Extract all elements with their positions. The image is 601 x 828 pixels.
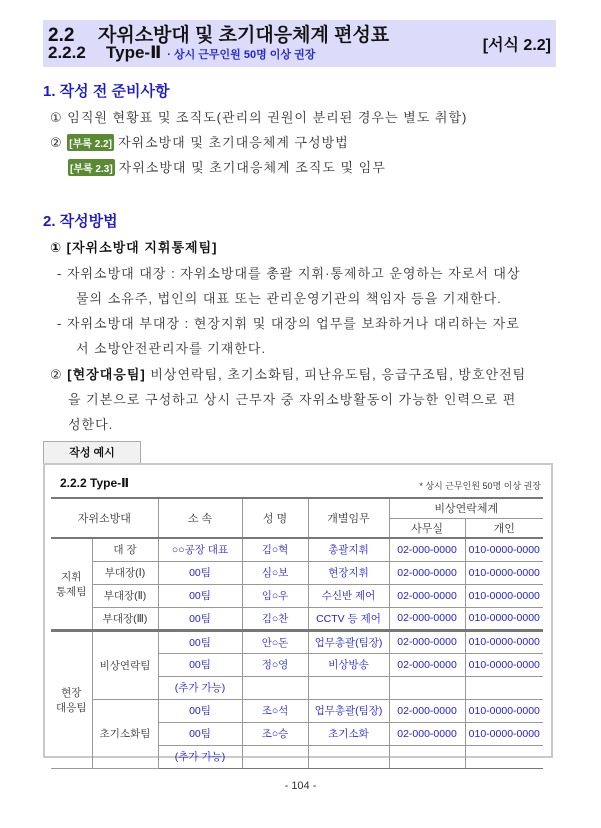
personal-cell: 010-0000-0000 [465,699,543,722]
prep-item-3: [부록 2.3] 자위소방대 및 초기대응체계 조직도 및 임무 [70,160,386,175]
dept-cell: 00팀 [158,699,242,722]
subsection-title: 2.2.2 Type-Ⅱ · 상시 근무인원 50명 이상 권장 [48,43,316,62]
personal-cell: 010-0000-0000 [465,538,543,561]
method-line: - 자위소방대 부대장 : 현장지휘 및 대장의 업무를 보좌하거나 대리하는 자로 [57,316,520,331]
role-cell: 부대장(Ⅲ) [92,607,158,630]
heading-preparation: 1. 작성 전 준비사항 [43,83,170,100]
name-cell [242,676,308,699]
duty-cell: 업무총괄(팀장) [308,699,389,722]
appendix-link[interactable]: [부록 2.2] [67,134,114,151]
personal-cell: 010-0000-0000 [465,607,543,630]
office-cell: 02-000-0000 [389,607,465,630]
personal-cell: 010-0000-0000 [465,722,543,745]
personal-cell: 010-0000-0000 [465,630,543,653]
dept-cell: 00팀 [158,653,242,676]
office-cell: 02-000-0000 [389,561,465,584]
name-cell: 김○혁 [242,538,308,561]
header-personal: 개인 [465,518,543,538]
header-name: 성 명 [242,498,308,538]
organization-table [51,497,543,769]
personal-cell [465,676,543,699]
office-cell: 02-000-0000 [389,584,465,607]
dept-cell: 00팀 [158,630,242,653]
office-cell: 02-000-0000 [389,653,465,676]
dept-cell: (추가 가능) [158,676,242,699]
prep-item-2: ② [부록 2.2] 자위소방대 및 초기대응체계 구성방법 [50,135,349,150]
method-line: 성한다. [68,417,114,432]
duty-cell: 업무총괄(팀장) [308,630,389,653]
personal-cell: 010-0000-0000 [465,584,543,607]
example-title: 2.2.2 Type-Ⅱ [60,476,130,490]
duty-cell: 총괄지휘 [308,538,389,561]
method-item-2: ② [현장대응팀] 비상연락팀, 초기소화팀, 피난유도팀, 응급구조팀, 방호안전팀 [50,367,527,382]
group-command-team: 지휘 통제팀 [51,538,92,630]
subteam-contact: 비상연락팀 [92,630,158,699]
table-row [51,538,543,561]
header-contact: 비상연락체계 [389,498,543,518]
method-line: 을 기본으로 구성하고 상시 근무자 중 자위소방활동이 가능한 인력으로 편 [68,392,517,407]
header-office: 사무실 [389,518,465,538]
method-line: - 자위소방대 대장 : 자위소방대를 총괄 지휘·통제하고 운영하는 자로서 대상 [57,266,521,281]
form-label: [서식 2.2] [482,37,551,54]
personal-cell [465,745,543,768]
prep-item-1: ① 임직원 현황표 및 조직도(관리의 권원이 분리된 경우는 별도 취합) [50,110,468,125]
duty-cell: 초기소화 [308,722,389,745]
dept-cell: 00팀 [158,722,242,745]
heading-method: 2. 작성방법 [43,213,118,230]
group-field-team: 현장 대응팀 [51,630,92,768]
name-cell: 안○돈 [242,630,308,653]
section-title: 2.2 자위소방대 및 초기대응체계 편성표 [48,25,390,46]
name-cell: 조○승 [242,722,308,745]
appendix-link[interactable]: [부록 2.3] [68,159,115,176]
role-cell: 대 장 [92,538,158,561]
office-cell: 02-000-0000 [389,630,465,653]
table-row [51,584,543,607]
method-item-1: ① [자위소방대 지휘통제팀] [50,240,218,255]
dept-cell: ○○공장 대표 [158,538,242,561]
duty-cell [308,745,389,768]
duty-cell: 수신반 제어 [308,584,389,607]
office-cell: 02-000-0000 [389,538,465,561]
method-line: 서 소방안전관리자를 기재한다. [76,341,267,356]
subteam-fire: 초기소화팀 [92,699,158,768]
name-cell [242,745,308,768]
dept-cell: 00팀 [158,584,242,607]
office-cell [389,676,465,699]
personal-cell: 010-0000-0000 [465,653,543,676]
dept-cell: 00팀 [158,607,242,630]
header-dept: 소 속 [158,498,242,538]
duty-cell [308,676,389,699]
office-cell [389,745,465,768]
duty-cell: 비상방송 [308,653,389,676]
name-cell: 심○보 [242,561,308,584]
office-cell: 02-000-0000 [389,699,465,722]
name-cell: 김○찬 [242,607,308,630]
subsection-note: · 상시 근무인원 50명 이상 권장 [167,49,316,61]
name-cell: 정○영 [242,653,308,676]
duty-cell: 현장지휘 [308,561,389,584]
table-row [51,699,543,722]
personal-cell: 010-0000-0000 [465,561,543,584]
duty-cell: CCTV 등 제어 [308,607,389,630]
header-team: 자위소방대 [51,498,158,538]
page-number: - 104 - [284,780,317,792]
header-duty: 개별임무 [308,498,389,538]
example-note: * 상시 근무인원 50명 이상 권장 [419,481,541,491]
office-cell: 02-000-0000 [389,722,465,745]
role-cell: 부대장(Ⅱ) [92,584,158,607]
name-cell: 조○석 [242,699,308,722]
role-cell: 부대장(Ⅰ) [92,561,158,584]
table-row [51,607,543,630]
method-line: 물의 소유주, 법인의 대표 또는 관리운영기관의 책임자 등을 기재한다. [76,291,502,306]
table-row [51,630,543,653]
dept-cell: 00팀 [158,561,242,584]
name-cell: 임○우 [242,584,308,607]
example-tab: 작성 예시 [43,441,141,464]
table-row [51,561,543,584]
dept-cell: (추가 가능) [158,745,242,768]
